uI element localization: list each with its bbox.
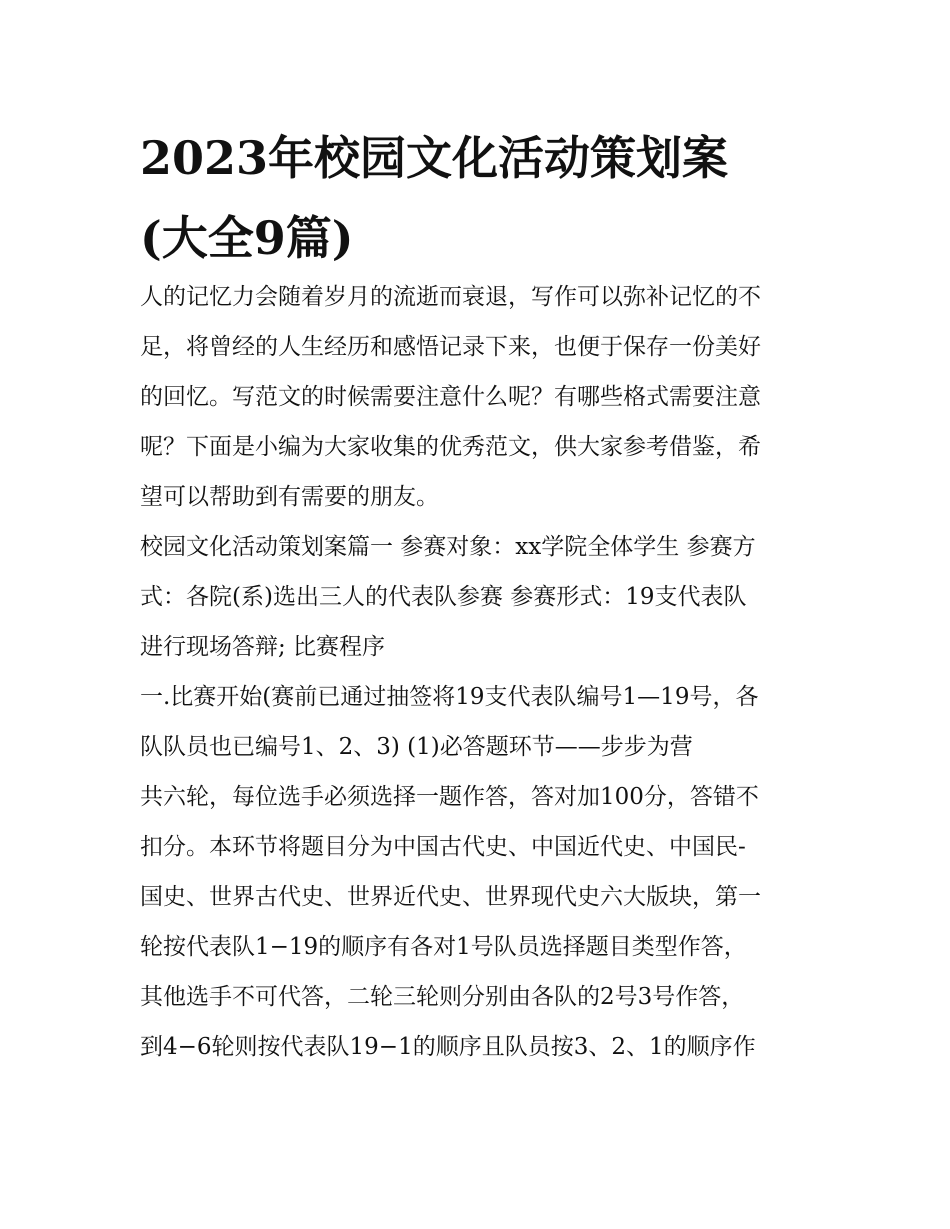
body-line: 队队员也已编号1、2、3) (1)必答题环节——步步为营 bbox=[140, 734, 693, 760]
body-line: 共六轮，每位选手必须选择一题作答，答对加100分，答错不 bbox=[140, 784, 759, 810]
body-line: 呢？下面是小编为大家收集的优秀范文，供大家参考借鉴，希 bbox=[140, 434, 761, 460]
body-line: 轮按代表队1−19的顺序有各对1号队员选择题目类型作答， bbox=[140, 934, 747, 960]
body-line: 足，将曾经的人生经历和感悟记录下来，也便于保存一份美好 bbox=[140, 334, 761, 360]
document-body bbox=[140, 272, 820, 1072]
body-line: 一.比赛开始(赛前已通过抽签将19支代表队编号1—19号，各 bbox=[140, 684, 759, 710]
document-title bbox=[140, 118, 820, 278]
body-line: 望可以帮助到有需要的朋友。 bbox=[140, 484, 439, 510]
body-line: 到4−6轮则按代表队19−1的顺序且队员按3、2、1的顺序作 bbox=[140, 1034, 756, 1060]
body-line: 人的记忆力会随着岁月的流逝而衰退，写作可以弥补记忆的不 bbox=[140, 284, 761, 310]
body-line: 校园文化活动策划案篇一 参赛对象：xx学院全体学生 参赛方 bbox=[140, 534, 756, 560]
body-line: 其他选手不可代答，二轮三轮则分别由各队的2号3号作答， bbox=[140, 984, 745, 1010]
title-line-2: (大全9篇) bbox=[140, 211, 354, 265]
title-line-1: 2023年校园文化活动策划案 bbox=[140, 131, 729, 185]
body-line: 扣分。本环节将题目分为中国古代史、中国近代史、中国民- bbox=[140, 834, 746, 860]
body-line: 的回忆。写范文的时候需要注意什么呢？有哪些格式需要注意 bbox=[140, 384, 761, 410]
body-line: 进行现场答辩; 比赛程序 bbox=[140, 634, 386, 660]
body-line: 式：各院(系)选出三人的代表队参赛 参赛形式：19支代表队 bbox=[140, 584, 747, 610]
body-line: 国史、世界古代史、世界近代史、世界现代史六大版块，第一 bbox=[140, 884, 761, 910]
